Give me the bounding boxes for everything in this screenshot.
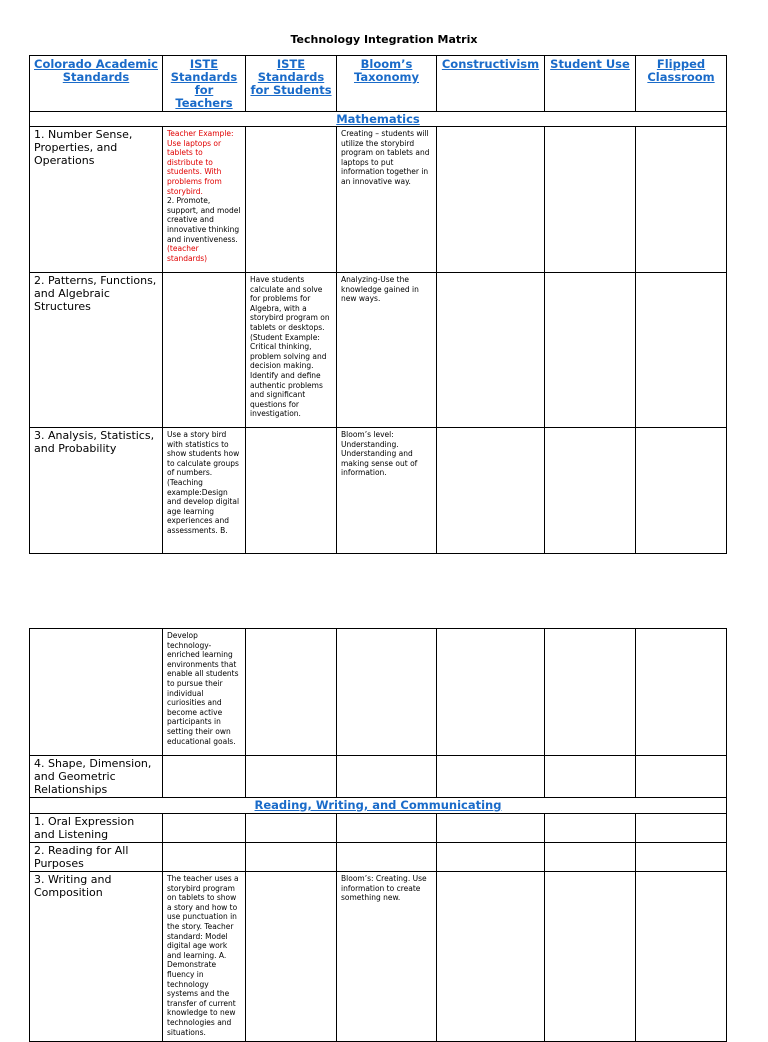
header-blooms-taxonomy: Bloom’s Taxonomy bbox=[337, 56, 437, 112]
table-row bbox=[30, 756, 727, 798]
flipped-classroom-cell bbox=[636, 756, 727, 798]
header-student-use: Student Use bbox=[545, 56, 636, 112]
header-colorado-standards: Colorado Academic Standards bbox=[30, 56, 163, 112]
iste-teachers-cell bbox=[163, 756, 246, 798]
header-constructivism: Constructivism bbox=[437, 56, 545, 112]
constructivism-cell bbox=[437, 756, 545, 798]
standard-cell: 2. Reading for All Purposes bbox=[30, 843, 163, 872]
matrix-table-page-1 bbox=[29, 55, 727, 554]
standard-cell: 3. Writing and Composition bbox=[30, 872, 163, 1042]
blooms-cell bbox=[337, 629, 437, 756]
teacher-example-text: Teacher Example: Use laptops or tablets to distribute to students. With problems from storybird. bbox=[167, 129, 234, 196]
document-title: Technology Integration Matrix bbox=[290, 33, 478, 46]
table-row bbox=[30, 428, 727, 554]
flipped-classroom-cell bbox=[636, 872, 727, 1042]
iste-students-cell bbox=[246, 428, 337, 554]
iste-teachers-cell: The teacher uses a storybird program on tablets to show a story and how to use punctuation in the story. Teacher standard: Model digital age work and learning. A. Demonstrate fluency in technology systems and the transfer of current knowledge to new technologies and situations. bbox=[163, 872, 246, 1042]
flipped-classroom-cell bbox=[636, 273, 727, 428]
header-row bbox=[30, 56, 727, 112]
student-use-cell bbox=[545, 756, 636, 798]
iste-teachers-cell bbox=[163, 127, 246, 273]
blooms-cell: Bloom’s: Creating. Use information to create something new. bbox=[337, 872, 437, 1042]
standard-cell: 1. Oral Expression and Listening bbox=[30, 814, 163, 843]
iste-students-cell bbox=[246, 843, 337, 872]
flipped-classroom-cell bbox=[636, 127, 727, 273]
table-row bbox=[30, 843, 727, 872]
iste-teachers-cell bbox=[163, 843, 246, 872]
constructivism-cell bbox=[437, 273, 545, 428]
blooms-cell bbox=[337, 814, 437, 843]
iste-teachers-cell bbox=[163, 273, 246, 428]
flipped-classroom-cell bbox=[636, 629, 727, 756]
table-row bbox=[30, 814, 727, 843]
header-flipped-classroom: Flipped Classroom bbox=[636, 56, 727, 112]
flipped-classroom-cell bbox=[636, 428, 727, 554]
constructivism-cell bbox=[437, 127, 545, 273]
blooms-cell bbox=[337, 843, 437, 872]
iste-students-cell bbox=[246, 127, 337, 273]
student-use-cell bbox=[545, 872, 636, 1042]
teacher-standards-note: (teacher standards) bbox=[167, 244, 208, 263]
constructivism-cell bbox=[437, 428, 545, 554]
flipped-classroom-cell bbox=[636, 814, 727, 843]
matrix-table-page-2 bbox=[29, 628, 727, 1042]
student-use-cell bbox=[545, 127, 636, 273]
standard-cell bbox=[30, 629, 163, 756]
iste-teachers-cell: Develop technology-enriched learning environments that enable all students to pursue their individual curiosities and become active participants in setting their own educational goals. bbox=[163, 629, 246, 756]
standard-cell: 3. Analysis, Statistics, and Probability bbox=[30, 428, 163, 554]
table-row bbox=[30, 872, 727, 1042]
iste-students-cell bbox=[246, 872, 337, 1042]
constructivism-cell bbox=[437, 629, 545, 756]
student-use-cell bbox=[545, 843, 636, 872]
standard-cell: 1. Number Sense, Properties, and Operations bbox=[30, 127, 163, 273]
iste-teachers-cell bbox=[163, 814, 246, 843]
section-reading-writing: Reading, Writing, and Communicating bbox=[30, 798, 727, 814]
flipped-classroom-cell bbox=[636, 843, 727, 872]
section-mathematics: Mathematics bbox=[30, 112, 727, 127]
student-use-cell bbox=[545, 273, 636, 428]
blooms-cell bbox=[337, 756, 437, 798]
table-row bbox=[30, 273, 727, 428]
student-use-cell bbox=[545, 629, 636, 756]
student-use-cell bbox=[545, 814, 636, 843]
iste-students-cell: Have students calculate and solve for problems for Algebra, with a storybird program on tablets or desktops. (Student Example: Critical thinking, problem solving and decision making. Identify and define authentic problems and significant questions for investigation. bbox=[246, 273, 337, 428]
iste-students-cell bbox=[246, 814, 337, 843]
table-row bbox=[30, 127, 727, 273]
blooms-cell: Analyzing-Use the knowledge gained in new ways. bbox=[337, 273, 437, 428]
table-row bbox=[30, 629, 727, 756]
iste-students-cell bbox=[246, 756, 337, 798]
header-iste-students: ISTE Standards for Students bbox=[246, 56, 337, 112]
student-use-cell bbox=[545, 428, 636, 554]
header-iste-teachers: ISTE Standards for Teachers bbox=[163, 56, 246, 112]
iste-students-cell bbox=[246, 629, 337, 756]
constructivism-cell bbox=[437, 872, 545, 1042]
standard-cell: 2. Patterns, Functions, and Algebraic Structures bbox=[30, 273, 163, 428]
constructivism-cell bbox=[437, 814, 545, 843]
blooms-cell: Creating – students will utilize the storybird program on tablets and laptops to put information together in an innovative way. bbox=[337, 127, 437, 273]
standard-cell: 4. Shape, Dimension, and Geometric Relationships bbox=[30, 756, 163, 798]
iste-teachers-cell: Use a story bird with statistics to show students how to calculate groups of numbers. (Teaching example:Design and develop digital age learning experiences and assessments. B. bbox=[163, 428, 246, 554]
blooms-cell: Bloom’s level: Understanding. Understanding and making sense out of information. bbox=[337, 428, 437, 554]
constructivism-cell bbox=[437, 843, 545, 872]
teacher-standard-text: 2. Promote, support, and model creative and innovative thinking and inventiveness. bbox=[167, 196, 241, 244]
